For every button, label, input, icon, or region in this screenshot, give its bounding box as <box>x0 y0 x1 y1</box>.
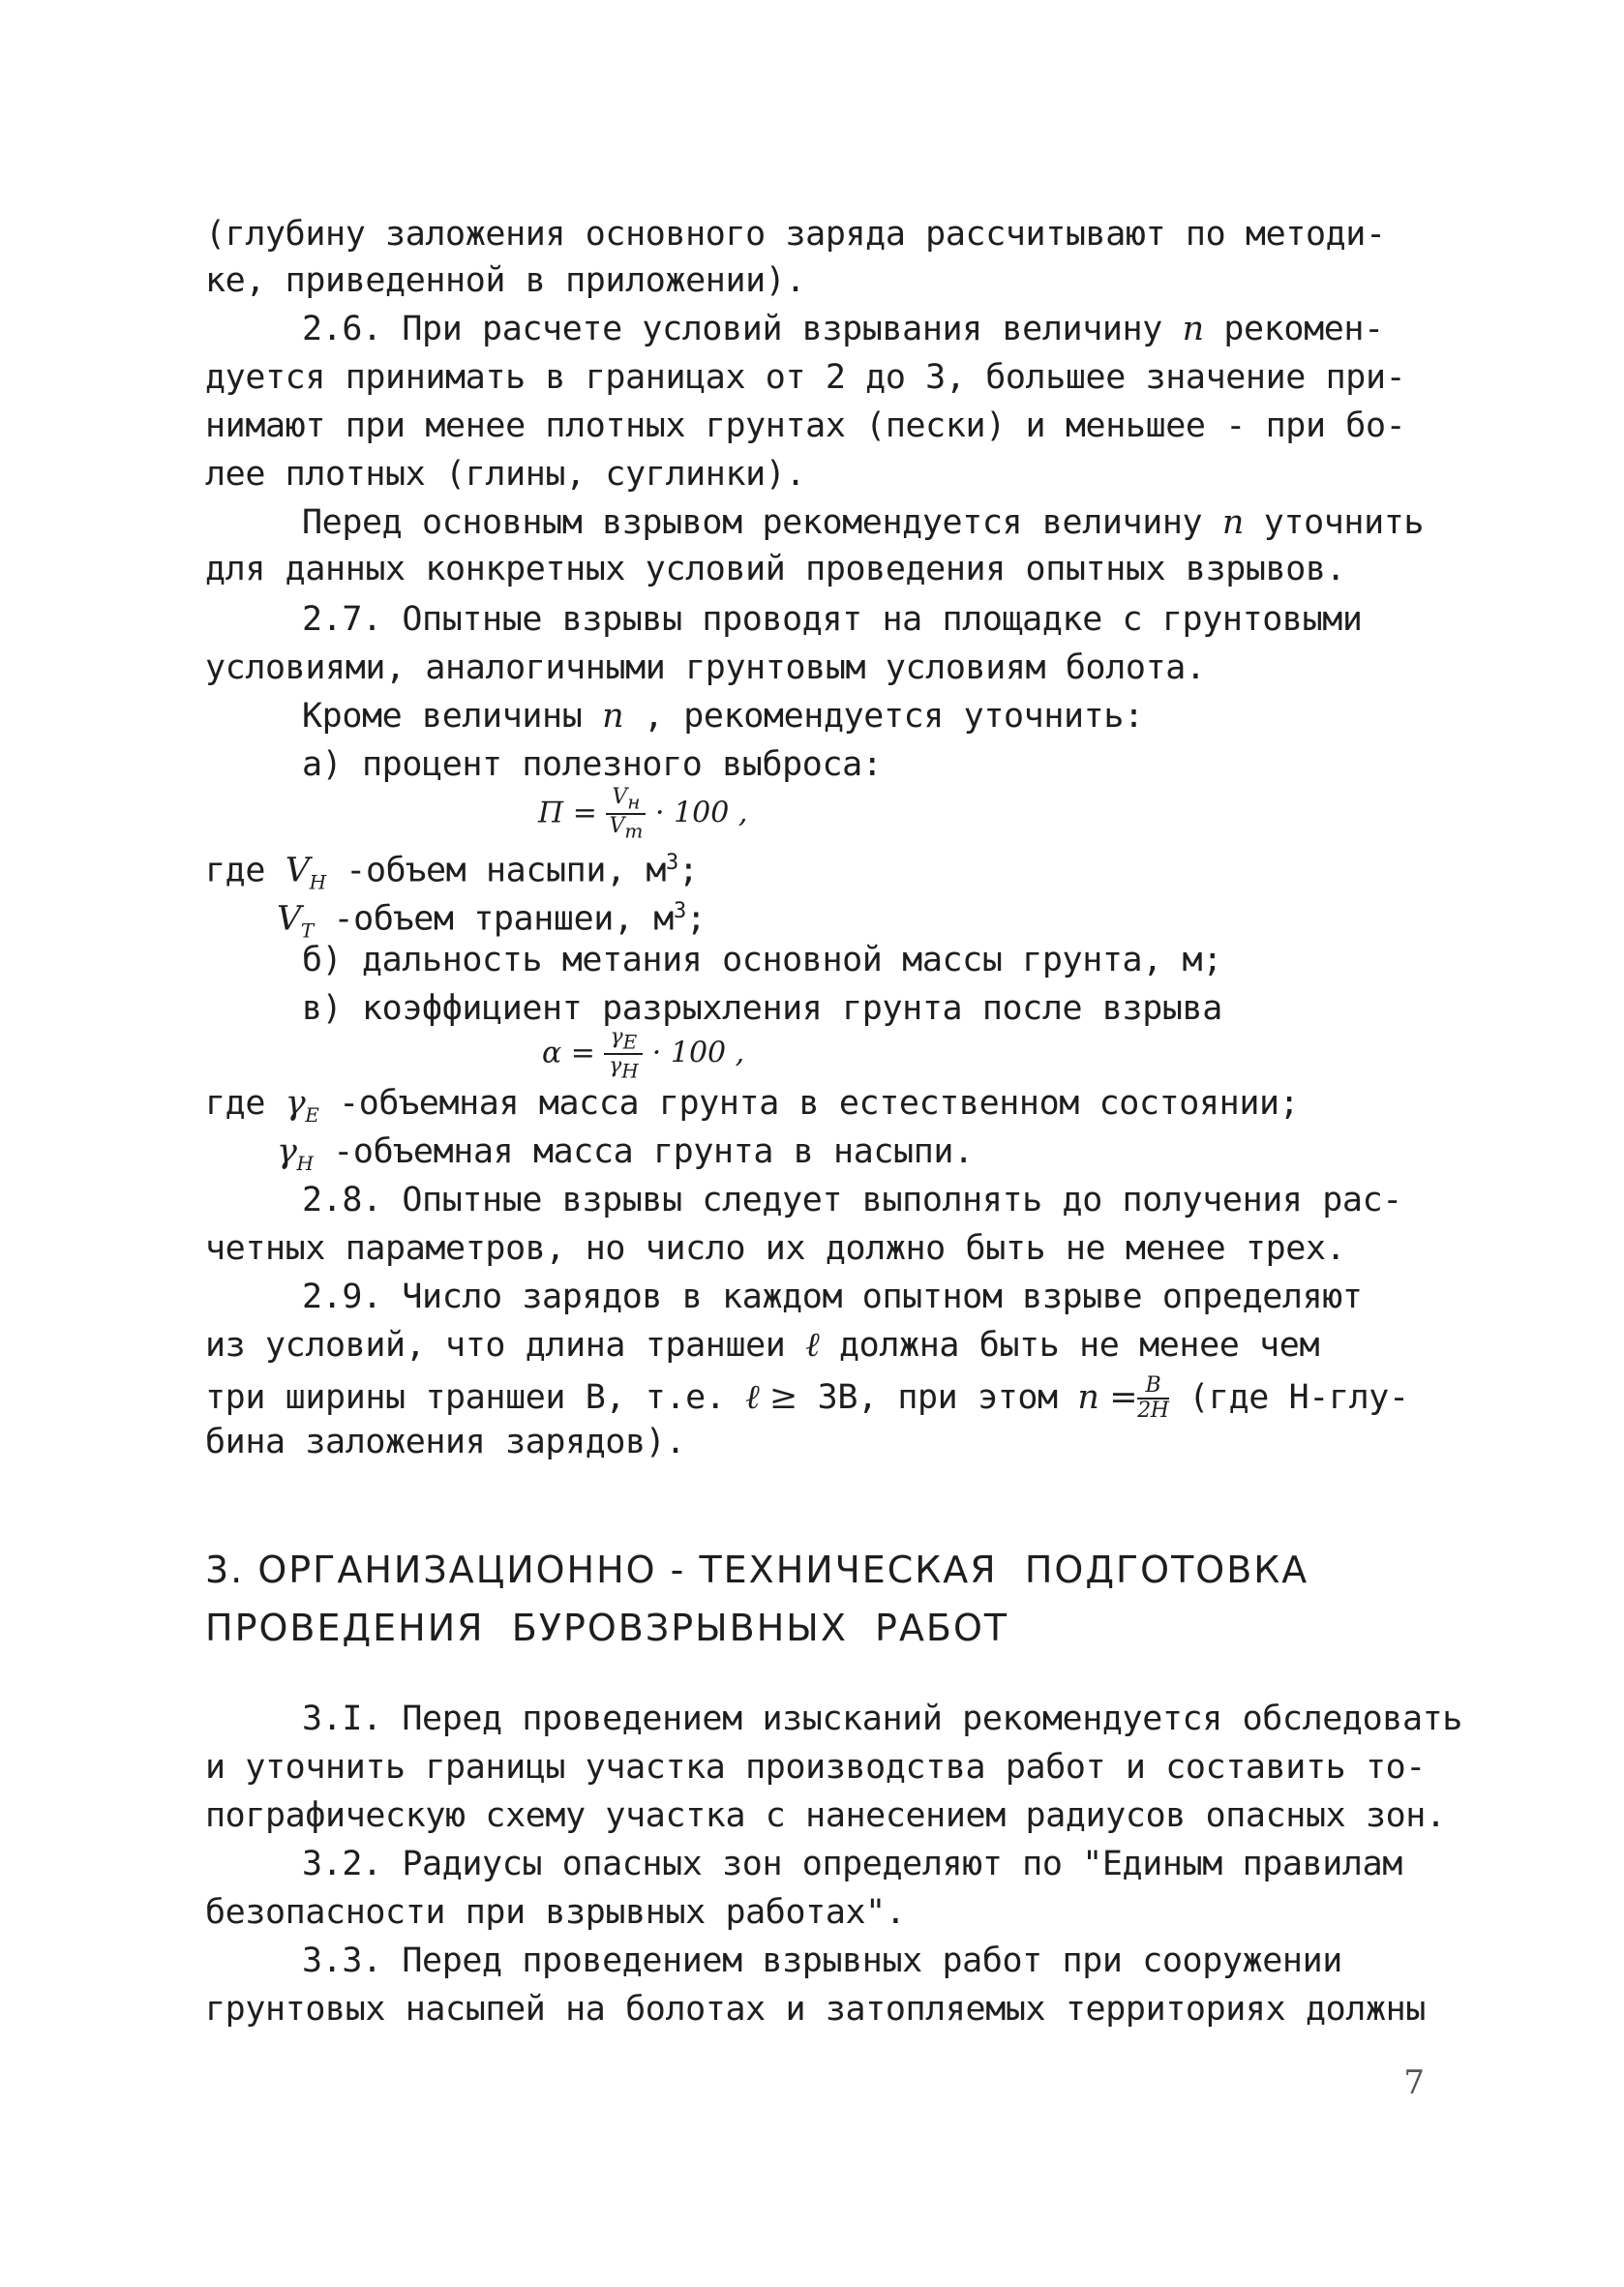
fraction-denominator: 2H <box>1137 1399 1169 1423</box>
text-fragment: три ширины траншеи В, т.е. <box>205 1378 746 1417</box>
text-line: в) коэффициент разрыхления грунта после взрыва <box>302 989 1222 1028</box>
den-symbol: V <box>609 814 625 839</box>
symbol-subscript: T <box>300 918 314 943</box>
symbol-subscript: E <box>305 1103 319 1127</box>
section-heading-continued: ПРОВЕДЕНИЯ БУРОВЗРЫВНЫХ РАБОТ <box>205 1607 1009 1649</box>
text-fragment: Кроме величины <box>302 697 603 736</box>
text-fragment: 3В, при этом <box>797 1378 1078 1417</box>
text-fragment: -объем насыпи, м <box>325 851 667 890</box>
text-fragment: -объемная масса грунта в естественном состоянии; <box>318 1084 1300 1123</box>
paragraph-2-7: 2.7. Опытные взрывы проводят на площадке с грунтовыми <box>302 600 1363 639</box>
paragraph-2-9: 2.9. Число зарядов в каждом опытном взрыве определяют <box>302 1278 1363 1316</box>
text-line <box>302 503 1424 542</box>
text-line: (глубину заложения основного заряда рассчитывают по методи- <box>205 215 1386 254</box>
definition-gamma-H <box>277 1132 974 1183</box>
text-line: нимают при менее плотных грунтах (пески) и меньшее - при бо- <box>205 406 1406 445</box>
formula-percent-useful-throw <box>538 786 747 843</box>
symbol-gamma: γ <box>277 1132 297 1171</box>
variable-n: n <box>602 697 624 736</box>
formula-lhs: α = <box>542 1036 595 1070</box>
den-subscript: H <box>621 1059 639 1083</box>
n-equals: n = <box>1077 1378 1138 1417</box>
paragraph-3-1: 3.I. Перед проведением изысканий рекомендуется обследовать <box>302 1700 1462 1738</box>
paragraph-3-2: 3.2. Радиусы опасных зон определяют по "Единым правилам <box>302 1845 1402 1883</box>
fraction-denominator <box>604 1055 643 1082</box>
variable-n: n <box>1182 310 1204 348</box>
text-fragment: -объемная масса грунта в насыпи. <box>313 1132 974 1171</box>
text-line <box>205 1326 1319 1365</box>
punctuation: ; <box>677 851 699 890</box>
section-heading: 3. ОРГАНИЗАЦИОННО - ТЕХНИЧЕСКАЯ ПОДГОТОВКА <box>205 1549 1309 1591</box>
text-fragment: 2.6. При расчете условий взрывания величину <box>302 310 1183 348</box>
text-line <box>302 697 1144 736</box>
definition-gamma-E <box>205 1084 1299 1134</box>
formula-loosening-coefficient <box>542 1026 744 1083</box>
text-line: а) процент полезного выброса: <box>302 745 883 784</box>
punctuation: ; <box>685 899 707 939</box>
num-subscript: н <box>627 790 641 814</box>
num-symbol: γ <box>610 1025 623 1049</box>
text-line: б) дальность метания основной массы грунта, м; <box>302 941 1222 979</box>
text-line: ке, приведенной в приложении). <box>205 261 806 300</box>
text-line: и уточнить границы участка производства работ и составить то- <box>205 1748 1426 1787</box>
text-fragment: рекомен- <box>1203 310 1384 348</box>
text-line: бина заложения зарядов). <box>205 1423 686 1461</box>
text-line: грунтовых насыпей на болотах и затопляемых территориях должны <box>205 1990 1426 2029</box>
num-subscript: E <box>622 1030 638 1054</box>
text-line: условиями, аналогичными грунтовым условиям болота. <box>205 648 1206 687</box>
text-line: безопасности при взрывных работах". <box>205 1893 906 1932</box>
paragraph-3-3: 3.3. Перед проведением взрывных работ при сооружении <box>302 1941 1342 1980</box>
unit-exponent: 3 <box>666 851 678 875</box>
text-line: пографическую схему участка с нанесением радиусов опасных зон. <box>205 1796 1446 1835</box>
symbol-subscript: H <box>296 1152 314 1175</box>
den-subscript: т <box>624 819 644 843</box>
text-line: для данных конкретных условий проведения опытных взрывов. <box>205 550 1346 588</box>
symbol-gamma: γ <box>285 1084 306 1123</box>
symbol-subscript: H <box>309 870 326 894</box>
variable-n: n <box>1221 503 1245 542</box>
text-line: дуется принимать в границах от 2 до 3, большее значение при- <box>205 358 1406 397</box>
text-fragment: -объем траншеи, м <box>313 899 674 939</box>
unit-exponent: 3 <box>673 899 686 923</box>
text-line: лее плотных (глины, суглинки). <box>205 455 806 494</box>
fraction-numerator <box>606 786 646 815</box>
text-fragment: (где Н-глу- <box>1168 1378 1409 1417</box>
symbol-ell: ℓ <box>805 1326 820 1365</box>
text-fragment: где <box>205 1084 286 1123</box>
num-symbol: V <box>612 785 628 809</box>
fraction-B-over-2H <box>1137 1374 1168 1423</box>
fraction-denominator <box>606 815 646 842</box>
formula-fraction <box>604 1026 643 1083</box>
symbol-V: V <box>285 851 310 890</box>
text-line <box>205 1374 1409 1423</box>
fraction-numerator: B <box>1137 1374 1168 1399</box>
symbol-V: V <box>277 899 301 939</box>
formula-fraction <box>606 786 646 843</box>
formula-rhs: · 100 , <box>651 1036 745 1070</box>
den-symbol: γ <box>609 1054 622 1079</box>
inequality: ℓ ≥ <box>745 1378 797 1417</box>
text-fragment: уточнить <box>1244 503 1425 542</box>
text-fragment: где <box>205 851 286 890</box>
formula-lhs: П = <box>538 796 597 830</box>
text-line: четных параметров, но число их должно быть не менее трех. <box>205 1229 1346 1268</box>
text-fragment: Перед основным взрывом рекомендуется величину <box>302 503 1222 542</box>
paragraph-2-8: 2.8. Опытные взрывы следует выполнять до получения рас- <box>302 1181 1402 1219</box>
paragraph-2-6 <box>302 310 1384 348</box>
text-fragment: , рекомендуется уточнить: <box>623 697 1144 736</box>
text-fragment: из условий, что длина траншеи <box>205 1326 806 1365</box>
page-number: 7 <box>1403 2063 1425 2102</box>
fraction-numerator <box>604 1026 643 1055</box>
formula-rhs: · 100 , <box>655 796 748 830</box>
text-fragment: должна быть не менее чем <box>819 1326 1320 1365</box>
